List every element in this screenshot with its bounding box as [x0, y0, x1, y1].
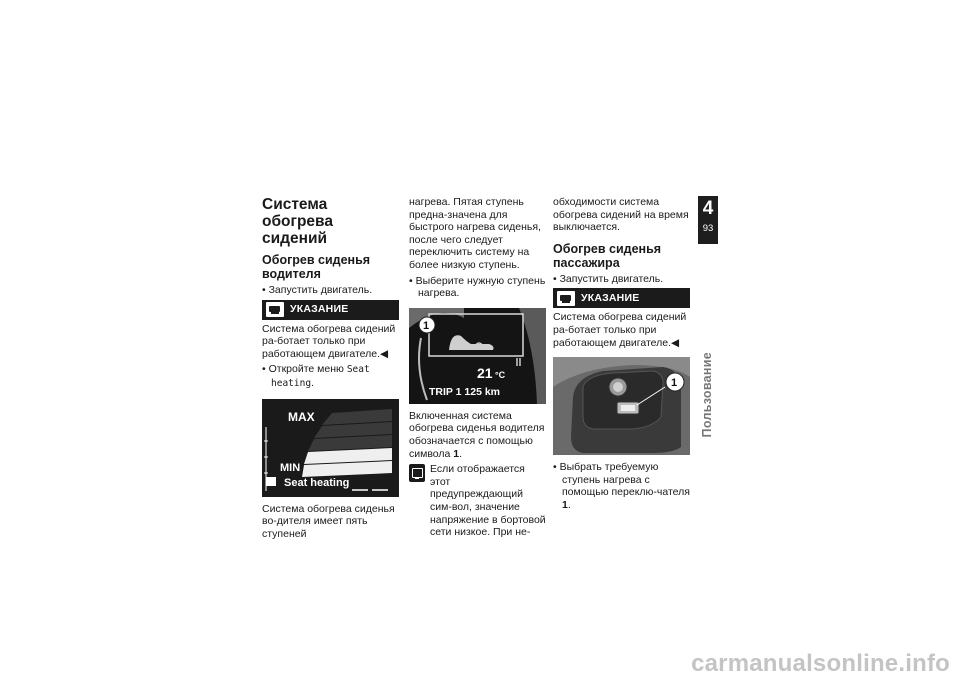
bullet-open-menu-suffix: . [311, 376, 314, 389]
page-number: 93 [702, 223, 714, 234]
passenger-switch-graphic [553, 357, 690, 455]
note-text-passenger: Система обогрева сидений ра-ботает только при работающем двигателе.◀ [553, 311, 687, 349]
note-header [262, 300, 399, 320]
section-title: Система обогрева сидений [262, 196, 333, 247]
note-icon [557, 291, 575, 306]
note-icon [266, 302, 284, 317]
seat-heat-symbol-icon [266, 477, 276, 486]
levels-description: нагрева. Пятая ступень предна-значена для быстрого нагрева сиденья, после чего следует переключить систему на более низкую ступень. [409, 196, 541, 271]
chapter-number: 4 [702, 198, 714, 219]
menu-name-code: Seat heating [271, 364, 370, 389]
fig-seat-heating-label: Seat heating [284, 476, 350, 489]
bullet-open-menu [262, 363, 399, 390]
passenger-switch-figure [553, 357, 690, 455]
subsection-title-driver: Обогрев сиденья водителя [262, 253, 371, 281]
seat-heating-display-figure [262, 399, 399, 497]
figure-caption-levels: Система обогрева сиденья во-дителя имеет пять ступеней [262, 502, 395, 540]
seat-heating-levels-graphic [262, 399, 399, 497]
bullet-switch-suffix: . [567, 498, 571, 511]
note-header-passenger [553, 288, 690, 308]
column-3 [553, 196, 690, 515]
note-text: Система обогрева сидений ра-ботает только при работающем двигателе.◀ [262, 322, 396, 360]
caption-symbol-suffix: . [459, 447, 463, 460]
fig-trip-readout: TRIP 1 125 km [429, 385, 501, 398]
fig-temperature-unit: °C [495, 369, 506, 380]
chapter-tab [698, 196, 718, 244]
shutdown-note: обходимости система обогрева сидений на время выключается. [553, 196, 689, 234]
instrument-cluster-graphic [409, 308, 546, 404]
fig-temperature: 21 [477, 364, 493, 381]
column-2 [409, 196, 546, 539]
battery-warning-icon [409, 464, 425, 482]
caption-symbol-text: Включенная система обогрева сиденья водителя обозначается с помощью символа [409, 409, 545, 460]
watermark: carmanualsonline.info [691, 650, 950, 677]
low-voltage-warning [409, 463, 546, 539]
instrument-cluster-figure [409, 308, 546, 404]
chapter-side-label: Пользование [700, 352, 714, 438]
bullet-select-level-switch [553, 461, 690, 511]
subsection-title-passenger: Обогрев сиденья пассажира [553, 241, 662, 270]
column-1 [262, 196, 399, 543]
bullet-switch-ref: 1 [562, 498, 568, 511]
fig-callout-1: 1 [423, 319, 430, 332]
low-voltage-warning-text: Если отображается этот предупреждающий сим-вол, значение напряжение в бортовой сети низкое. При не- [430, 463, 546, 539]
bullet-start-engine: • Запустить двигатель. [262, 284, 373, 296]
fig-min-label: MIN [280, 461, 301, 474]
note-label: УКАЗАНИЕ [290, 303, 349, 316]
bullet-select-level: • Выберите нужную ступень нагрева. [409, 274, 546, 300]
bullet-switch-text: • Выбрать требуемую ступень нагрева с помощью переклю-чателя [553, 461, 690, 499]
caption-symbol-ref: 1 [453, 447, 460, 460]
figure-caption-symbol [409, 410, 546, 460]
fig-callout-1: 1 [671, 377, 678, 390]
bullet-open-menu-text: • Откройте меню [262, 363, 347, 376]
bullet-start-engine-passenger: • Запустить двигатель. [553, 272, 664, 285]
fig-max-label: MAX [288, 409, 315, 424]
note-label: УКАЗАНИЕ [581, 292, 640, 305]
